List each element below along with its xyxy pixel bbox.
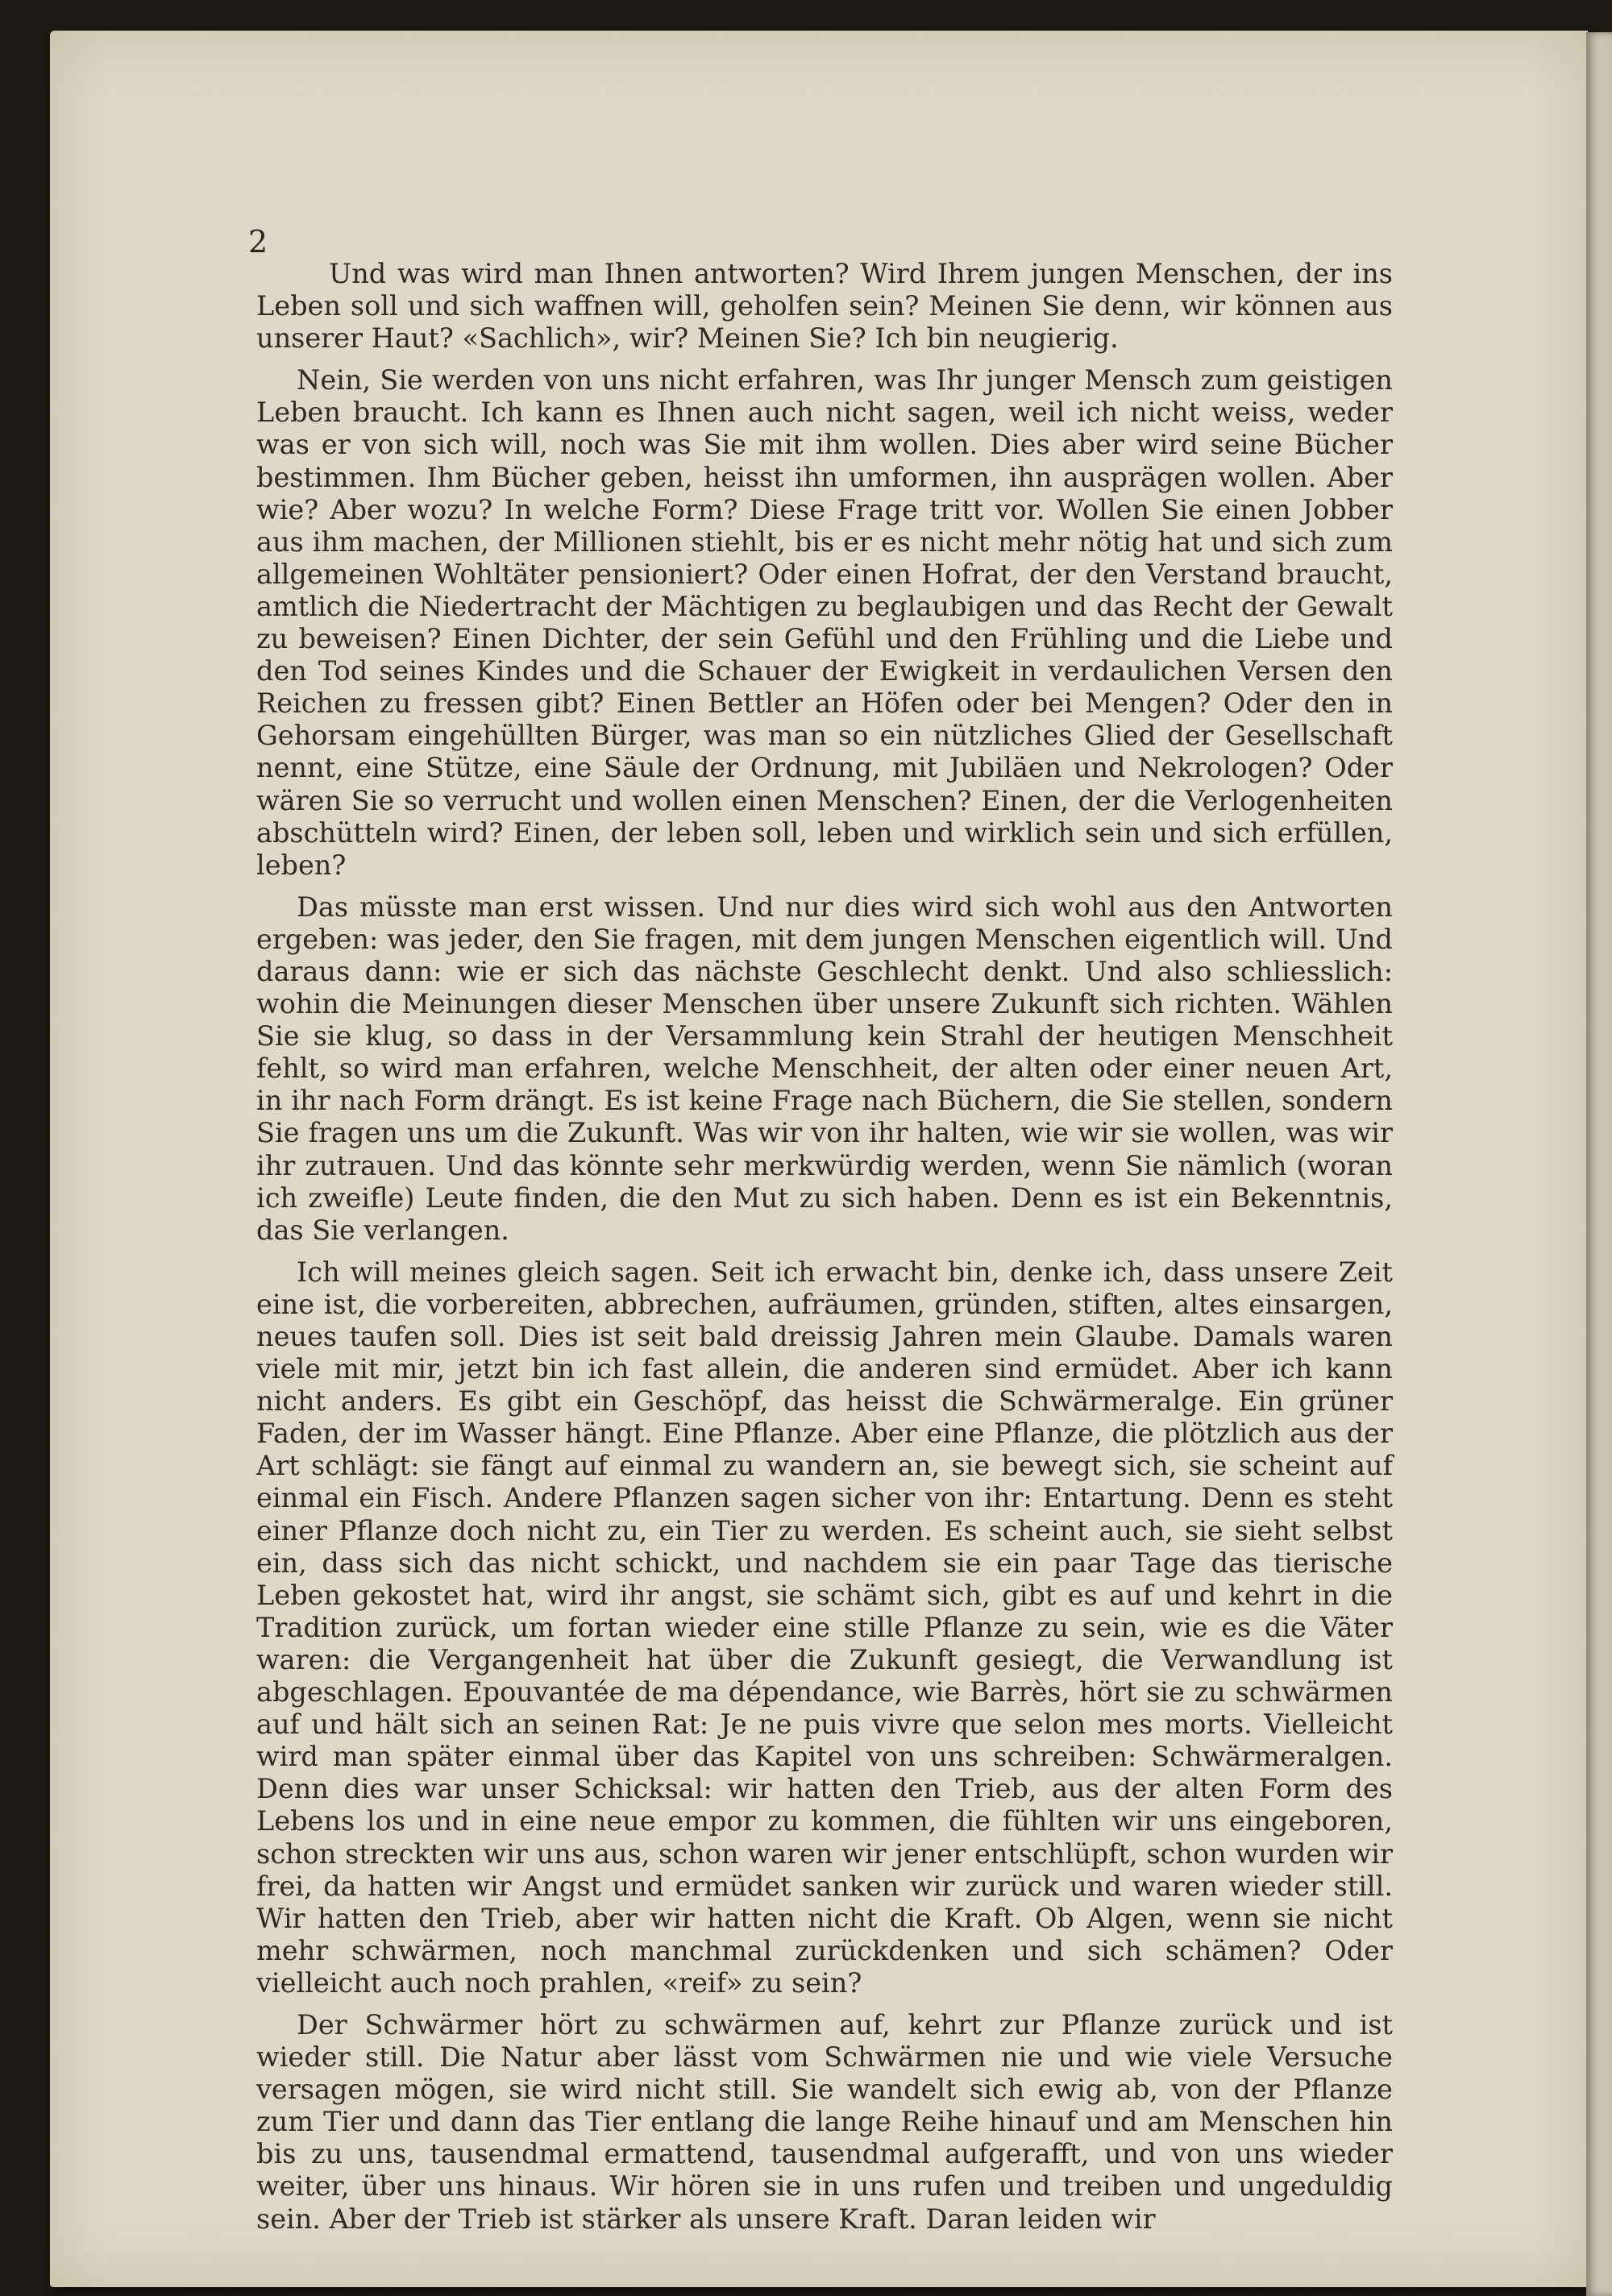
page-number: 2 <box>248 224 268 259</box>
paragraph: Der Schwärmer hört zu schwärmen auf, kehrt zur Pflanze zurück und ist wieder still. Die Natur aber lässt vom Schwärmen nie und wie viele Versuche versagen mögen, sie wird nicht still. Sie wandelt sich ewig ab, von der Pflanze zum Tier und dann das Tier entlang die lange Reihe hinauf und am Menschen hin bis zu uns, tausendmal ermattend, tausendmal aufgerafft, und von uns wieder weiter, über uns hinaus. Wir hören sie in uns rufen und treiben und ungeduldig sein. Aber der Trieb ist stärker als unsere Kraft. Daran leiden wir <box>256 2008 1393 2235</box>
paragraph: Ich will meines gleich sagen. Seit ich erwacht bin, denke ich, dass unsere Zeit eine ist, die vorbereiten, abbrechen, aufräumen, gründen, stiften, altes einsargen, neues taufen soll. Dies ist seit bald dreissig Jahren mein Glaube. Damals waren viele mit mir, jetzt bin ich fast allein, die anderen sind ermüdet. Aber ich kann nicht anders. Es gibt ein Geschöpf, das heisst die Schwärmeralge. Ein grüner Faden, der im Wasser hängt. Eine Pflanze. Aber eine Pflanze, die plötzlich aus der Art schlägt: sie fängt auf einmal zu wandern an, sie bewegt sich, sie scheint auf einmal ein Fisch. Andere Pflanzen sagen sicher von ihr: Entartung. Denn es steht einer Pflanze doch nicht zu, ein Tier zu werden. Es scheint auch, sie sieht selbst ein, dass sich das nicht schickt, und nachdem sie ein paar Tage das tierische Leben gekostet hat, wird ihr angst, sie schämt sich, gibt es auf und kehrt in die Tradition zurück, um fortan wieder eine stille Pflanze zu sein, wie es die Väter waren: die Vergangenheit hat über die Zukunft gesiegt, die Verwandlung ist abgeschlagen. Epouvantée de ma dépendance, wie Barrès, hört sie zu schwärmen auf und hält sich an seinen Rat: Je ne puis vivre que selon mes morts. Vielleicht wird man später einmal über das Kapitel von uns schreiben: Schwärmeralgen. Denn dies war unser Schicksal: wir hatten den Trieb, aus der alten Form des Lebens los und in eine neue empor zu kommen, die fühlten wir uns eingeboren, schon streckten wir uns aus, schon waren wir jener entschlüpft, schon wurden wir frei, da hatten wir Angst und ermüdet sanken wir zurück und waren wieder still. Wir hatten den Trieb, aber wir hatten nicht die Kraft. Ob Algen, wenn sie nicht mehr schwärmen, noch manchmal zurückdenken und sich schämen? Oder vielleicht auch noch prahlen, «reif» zu sein? <box>256 1256 1393 1999</box>
paragraph: Das müsste man erst wissen. Und nur dies wird sich wohl aus den Antworten ergeben: was jeder, den Sie fragen, mit dem jungen Menschen eigentlich will. Und daraus dann: wie er sich das nächste Geschlecht denkt. Und also schliesslich: wohin die Meinungen dieser Menschen über unsere Zukunft sich richten. Wählen Sie sie klug, so dass in der Versammlung kein Strahl der heutigen Menschheit fehlt, so wird man erfahren, welche Menschheit, der alten oder einer neuen Art, in ihr nach Form drängt. Es ist keine Frage nach Büchern, die Sie stellen, sondern Sie fragen uns um die Zukunft. Was wir von ihr halten, wie wir sie wollen, was wir ihr zutrauen. Und das könnte sehr merkwürdig werden, wenn Sie nämlich (woran ich zweifle) Leute finden, die den Mut zu sich haben. Denn es ist ein Bekenntnis, das Sie verlangen. <box>256 891 1393 1246</box>
paragraph: Nein, Sie werden von uns nicht erfahren, was Ihr junger Mensch zum geistigen Leben braucht. Ich kann es Ihnen auch nicht sagen, weil ich nicht weiss, weder was er von sich will, noch was Sie mit ihm wollen. Dies aber wird seine Bücher bestimmen. Ihm Bücher geben, heisst ihn umformen, ihn ausprägen wollen. Aber wie? Aber wozu? In welche Form? Diese Frage tritt vor. Wollen Sie einen Jobber aus ihm machen, der Millionen stiehlt, bis er es nicht mehr nötig hat und sich zum allgemeinen Wohltäter pensioniert? Oder einen Hofrat, der den Verstand braucht, amtlich die Niedertracht der Mächtigen zu beglaubigen und das Recht der Gewalt zu beweisen? Einen Dichter, der sein Gefühl und den Frühling und die Liebe und den Tod seines Kindes und die Schauer der Ewigkeit in verdaulichen Versen den Reichen zu fressen gibt? Einen Bettler an Höfen oder bei Mengen? Oder den in Gehorsam eingehüllten Bürger, was man so ein nützliches Glied der Gesellschaft nennt, eine Stütze, eine Säule der Ordnung, mit Jubiläen und Nekrologen? Oder wären Sie so verrucht und wollen einen Menschen? Einen, der die Verlogenheiten abschütteln wird? Einen, der leben soll, leben und wirklich sein und sich erfüllen, leben? <box>256 364 1393 881</box>
paragraph: Und was wird man Ihnen antworten? Wird Ihrem jungen Menschen, der ins Leben soll und sich waffnen will, geholfen sein? Meinen Sie denn, wir können aus unserer Haut? «Sachlich», wir? Meinen Sie? Ich bin neugierig. <box>256 258 1393 355</box>
body-text <box>256 258 1393 2245</box>
adjacent-page-edge <box>1586 32 1612 2296</box>
